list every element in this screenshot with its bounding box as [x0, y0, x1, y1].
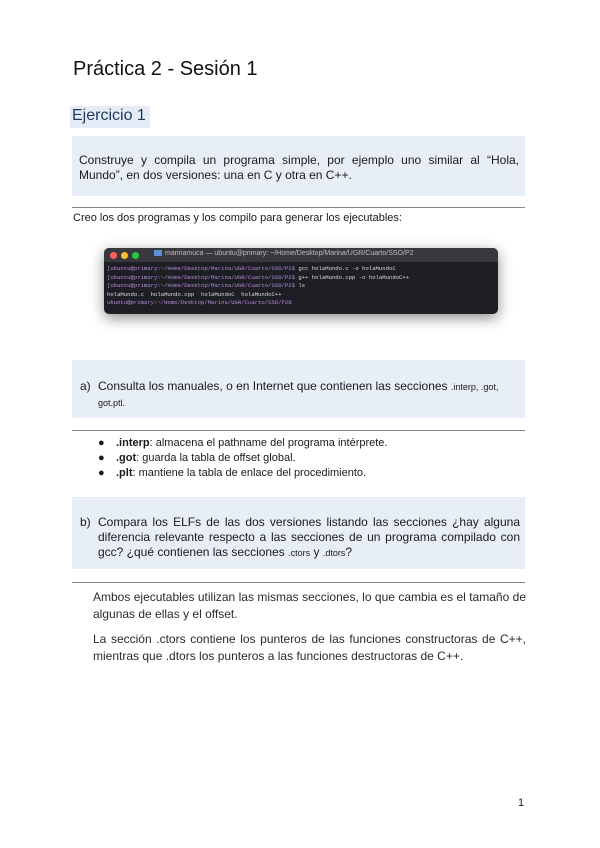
answer-b: [93, 589, 526, 673]
close-dot-icon: [110, 252, 117, 259]
bullet-list: [98, 436, 387, 481]
terminal-line: [ubuntu@primary:~/Home/Desktop/Marina/UGR/Cuarto/SSO/P2$ ls: [107, 282, 306, 290]
divider: [72, 207, 525, 208]
answer-paragraph: Ambos ejecutables utilizan las mismas secciones, lo que cambia es el tamaño de algunas de ellas y el offset.: [93, 590, 526, 621]
terminal-title: [154, 250, 414, 257]
divider: [72, 430, 525, 431]
question-a-sections: .interp, .got, got.ptl.: [98, 382, 499, 408]
exercise-statement: Construye y compila un programa simple, por ejemplo uno similar al “Hola, Mundo”, en dos versiones: una en C y otra en C++.: [79, 153, 519, 182]
question-b-text: Compara los ELFs de las dos versiones listando las secciones ¿hay alguna diferencia relevante respecto a las secciones de un programa compilado con gcc? ¿qué contienen las secciones .ctors y .dtors?: [98, 515, 520, 559]
terminal-line: ubuntu@primary:~/Home/Desktop/Marina/UGR/Cuarto/SSO/P2$: [107, 299, 292, 307]
list-item: ● .plt: mantiene la tabla de enlace del procedimiento.: [98, 467, 367, 479]
terminal-line: [ubuntu@primary:~/Home/Desktop/Marina/UGR/Cuarto/SSO/P2$ g++ holaMundo.cpp -o holaMundoC++: [107, 273, 410, 281]
question-a-box: [72, 360, 525, 418]
terminal-titlebar: [104, 248, 498, 262]
list-item: ● .got: guarda la tabla de offset global.: [98, 452, 296, 464]
terminal-line: [ubuntu@primary:~/Home/Desktop/Marina/UGR/Cuarto/SSO/P2$ gcc holaMundo.c -o holaMundoC: [107, 265, 396, 272]
page-title: Práctica 2 - Sesión 1: [73, 58, 258, 80]
question-a-text: Consulta los manuales, o en Internet que contienen las secciones .interp, .got, got.ptl.: [98, 379, 499, 408]
page-number: 1: [518, 797, 525, 809]
divider: [72, 582, 525, 583]
exercise-heading-text: Ejercicio 1: [72, 107, 146, 124]
answer-paragraph: La sección .ctors contiene los punteros de las funciones constructoras de C++, mientras que .dtors los punteros a las funciones destructoras de C++.: [93, 632, 526, 663]
folder-icon: [154, 250, 162, 256]
question-a-letter: a): [80, 379, 91, 393]
minimize-dot-icon: [121, 252, 128, 259]
list-item: ● .interp: almacena el pathname del programa intérprete.: [98, 437, 388, 449]
terminal-screenshot: [104, 248, 498, 314]
maximize-dot-icon: [132, 252, 139, 259]
terminal-title-text: marinamuca — ubuntu@primary: ~/Home/Desktop/Marina/UGR/Cuarto/SSO/P2: [165, 250, 414, 257]
question-b-box: [72, 497, 525, 569]
intro-text: Creo los dos programas y los compilo para generar los ejecutables:: [73, 212, 402, 224]
terminal-line: holaMundo.c holaMundo.cpp holaMundoC holaMundoC++: [107, 290, 282, 298]
exercise-heading: [70, 106, 150, 128]
question-b-letter: b): [80, 515, 91, 529]
exercise-statement-box: [72, 136, 525, 196]
terminal-output: [107, 265, 409, 308]
